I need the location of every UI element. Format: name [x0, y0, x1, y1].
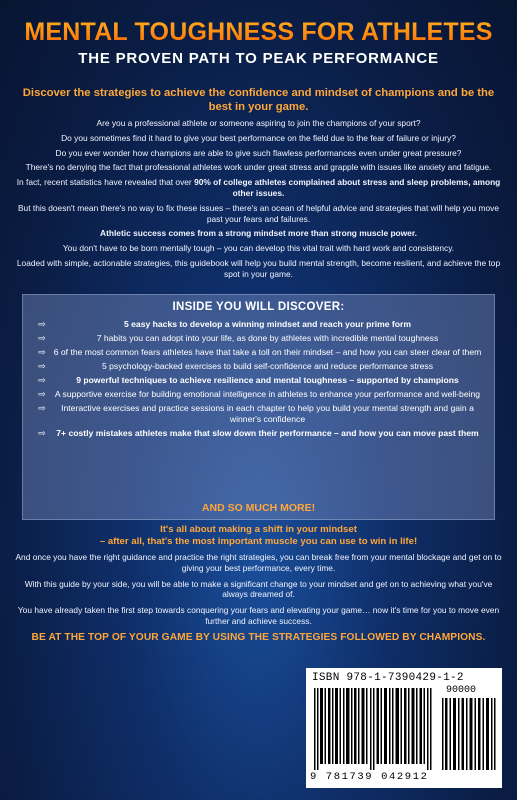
statistic-lead: In fact, recent statistics have revealed that over — [16, 177, 195, 188]
book-title: MENTAL TOUGHNESS FOR ATHLETES — [0, 18, 517, 47]
arrow-right-icon: ⇨ — [38, 361, 46, 371]
discover-list — [33, 319, 484, 442]
list-item — [33, 347, 484, 358]
key-statement: Athletic success comes from a strong mindset more than strong muscle power. — [100, 228, 417, 239]
closing-paragraph: With this guide by your side, you will be able to make a significant change to your mindset and get on to achieving what you've always dreamed of. — [24, 578, 493, 600]
list-item-text: 9 powerful techniques to achieve resilience and mental toughness – supported by champions — [76, 375, 459, 385]
list-item — [33, 319, 484, 330]
description-paragraph: But this doesn't mean there's no way to fix these issues – there's an ocean of helpful advice and strategies that will help you move past your fears and failures. — [17, 202, 500, 224]
arrow-right-icon: ⇨ — [38, 427, 46, 438]
arrow-right-icon: ⇨ — [38, 389, 46, 399]
arrow-right-icon: ⇨ — [38, 319, 46, 329]
arrow-right-icon: ⇨ — [38, 375, 46, 385]
closing-paragraph: And once you have the right guidance and practice the right strategies, you can break free from your mental blockage and get on to giving your best performance, every time. — [15, 552, 502, 573]
list-item — [33, 375, 484, 386]
arrow-right-icon: ⇨ — [38, 403, 46, 413]
price-addon-label: 90000 — [446, 685, 477, 696]
description-block — [10, 118, 507, 284]
description-paragraph: There's no denying the fact that professional athletes work under great stress and grapple with issues like anxiety and fatigue. — [25, 162, 492, 173]
book-subtitle: THE PROVEN PATH TO PEAK PERFORMANCE — [78, 50, 439, 67]
description-paragraph: You don't have to be born mentally tough – you can develop this vital trait with hard work and consistency. — [62, 243, 455, 254]
discover-box — [22, 294, 495, 520]
discover-footer: AND SO MUCH MORE! — [201, 502, 316, 514]
list-item-text: 5 easy hacks to develop a winning mindset and reach your prime form — [123, 319, 412, 329]
list-item — [33, 428, 484, 439]
mindset-callout — [20, 524, 497, 548]
list-item — [33, 333, 484, 344]
list-item-text: 7 habits you can adopt into your life, as done by athletes with incredible mental toughness — [96, 333, 439, 343]
list-item-text: 6 of the most common fears athletes have that take a toll on their mindset – and how you can steer clear of them — [53, 347, 482, 357]
statistic-highlight: 90% of college athletes complained about stress and sleep problems, among other issues. — [194, 177, 501, 198]
intro-heading: Discover the strategies to achieve the confidence and mindset of champions and be the best in your game. — [22, 87, 495, 113]
description-paragraph: Loaded with simple, actionable strategies, this guidebook will help you build mental strength, become resilient, and achieve the top spot in your game. — [16, 257, 501, 279]
list-item-text: 7+ costly mistakes athletes make that slow down their performance – and how you can move past them — [56, 427, 479, 438]
mindset-callout-line: – after all, that's the most important muscle you can use to win in life! — [99, 535, 418, 547]
list-item-text: Interactive exercises and practice sessions in each chapter to help you build your mental strength and gain a winner's confidence — [61, 403, 474, 424]
addon-barcode-icon — [442, 698, 496, 770]
isbn-label: ISBN 978-1-7390429-1-2 — [312, 672, 464, 684]
arrow-right-icon: ⇨ — [38, 347, 46, 357]
closing-paragraph: You have already taken the first step towards conquering your fears and elevating your game… now it's time for you to move even further and achieve success. — [17, 605, 500, 626]
closing-block — [12, 552, 505, 632]
statistic-paragraph — [10, 177, 507, 199]
list-item — [33, 389, 484, 400]
description-paragraph: Do you sometimes find it hard to give your best performance on the field due to the fear of failure or injury? — [61, 132, 456, 143]
description-paragraph: Are you a professional athlete or someone aspiring to join the champions of your sport? — [96, 118, 421, 128]
list-item — [33, 403, 484, 425]
barcode-box — [306, 668, 502, 788]
discover-heading: INSIDE YOU WILL DISCOVER: — [172, 301, 345, 313]
ean-number-label: 9 781739 042912 — [310, 771, 429, 783]
call-to-action: BE AT THE TOP OF YOUR GAME BY USING THE STRATEGIES FOLLOWED BY CHAMPIONS. — [31, 632, 486, 643]
barcode-icon — [314, 688, 432, 770]
description-paragraph: Do you ever wonder how champions are able to give such flawless performances even under great pressure? — [55, 147, 462, 158]
list-item-text: 5 psychology-backed exercises to build self-confidence and reduce performance stress — [101, 361, 434, 371]
arrow-right-icon: ⇨ — [38, 333, 46, 343]
list-item-text: A supportive exercise for building emotional intelligence in athletes to enhance your performance and well-being — [54, 389, 481, 399]
list-item — [33, 361, 484, 372]
mindset-callout-line: It's all about making a shift in your mindset — [160, 524, 357, 535]
